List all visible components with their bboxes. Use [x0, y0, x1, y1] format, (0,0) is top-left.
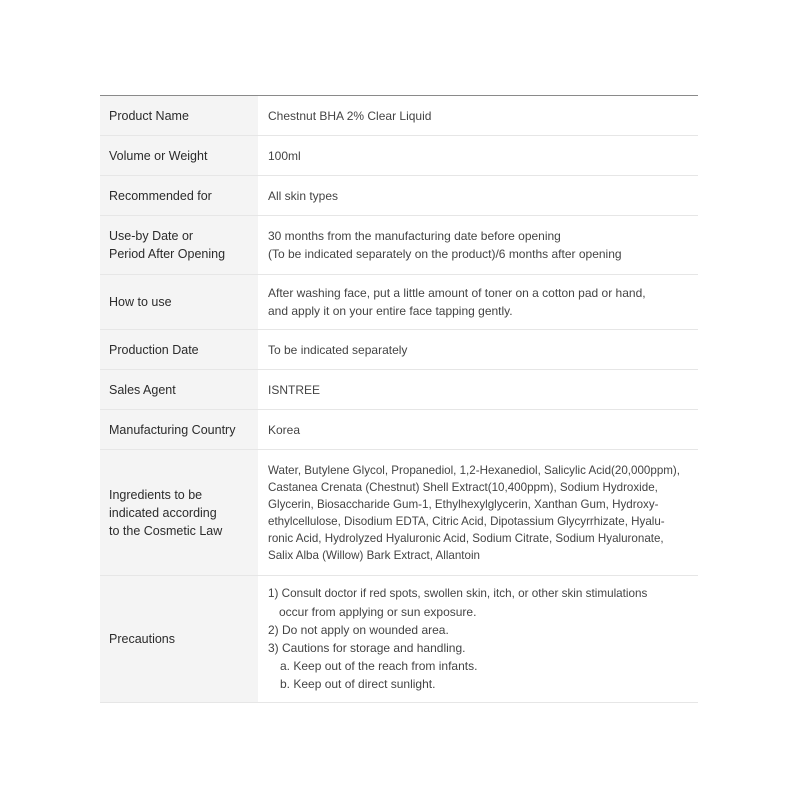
row-label-product-name: Product Name	[100, 96, 258, 135]
value-line: Water, Butylene Glycol, Propanediol, 1,2-Hexanediol, Salicylic Acid(20,000ppm),	[268, 463, 681, 477]
value-line: Chestnut BHA 2% Clear Liquid	[268, 108, 432, 123]
row-label-ingredients: Ingredients to be indicated according to the Cosmetic Law	[100, 450, 258, 575]
value-line: All skin types	[268, 188, 339, 203]
row-value-use-by-date	[258, 216, 698, 274]
value-line: (To be indicated separately on the product)/6 months after opening	[268, 247, 622, 261]
row-label-precautions: Precautions	[100, 576, 258, 702]
row-value-volume	[258, 136, 698, 175]
value-line: 3) Cautions for storage and handling.	[268, 641, 466, 655]
value-line: ISNTREE	[268, 382, 321, 397]
table-row	[100, 136, 698, 176]
value-line: 2) Do not apply on wounded area.	[268, 623, 449, 637]
table-row	[100, 410, 698, 450]
row-value-ingredients	[258, 450, 698, 575]
table-row	[100, 330, 698, 370]
value-line: Salix Alba (Willow) Bark Extract, Allantoin	[268, 548, 480, 562]
value-line: and apply it on your entire face tapping gently.	[268, 304, 513, 318]
row-value-production-date	[258, 330, 698, 369]
value-line: ethylcellulose, Disodium EDTA, Citric Acid, Dipotassium Glycyrrhizate, Hyalu-	[268, 514, 665, 528]
table-row	[100, 96, 698, 136]
table-row	[100, 450, 698, 576]
row-value-recommended-for	[258, 176, 698, 215]
table-row	[100, 275, 698, 330]
table-row	[100, 370, 698, 410]
value-line: ronic Acid, Hydrolyzed Hyaluronic Acid, Sodium Citrate, Sodium Hyaluronate,	[268, 531, 664, 545]
row-label-production-date: Production Date	[100, 330, 258, 369]
row-label-sales-agent: Sales Agent	[100, 370, 258, 409]
value-line: 100ml	[268, 148, 301, 163]
value-line: Castanea Crenata (Chestnut) Shell Extract(10,400ppm), Sodium Hydroxide,	[268, 480, 658, 494]
row-label-volume: Volume or Weight	[100, 136, 258, 175]
value-line: 1) Consult doctor if red spots, swollen skin, itch, or other skin stimulations	[268, 587, 648, 600]
row-label-how-to-use: How to use	[100, 275, 258, 329]
row-value-how-to-use	[258, 275, 698, 329]
value-line: b. Keep out of direct sunlight.	[280, 677, 436, 691]
row-value-sales-agent	[258, 370, 698, 409]
row-value-manufacturing-country	[258, 410, 698, 449]
table-row	[100, 576, 698, 703]
value-line: Glycerin, Biosaccharide Gum-1, Ethylhexylglycerin, Xanthan Gum, Hydroxy-	[268, 497, 659, 511]
row-label-recommended-for: Recommended for	[100, 176, 258, 215]
row-value-product-name	[258, 96, 698, 135]
value-line: 30 months from the manufacturing date before opening	[268, 229, 561, 243]
table-row	[100, 176, 698, 216]
value-line: a. Keep out of the reach from infants.	[280, 659, 478, 673]
value-line: To be indicated separately	[268, 342, 408, 357]
product-info-table	[100, 95, 698, 703]
table-row	[100, 216, 698, 275]
row-label-use-by-date: Use-by Date or Period After Opening	[100, 216, 258, 274]
row-value-precautions	[258, 576, 698, 702]
value-line: Korea	[268, 422, 301, 437]
value-line: After washing face, put a little amount of toner on a cotton pad or hand,	[268, 286, 646, 300]
row-label-manufacturing-country: Manufacturing Country	[100, 410, 258, 449]
value-line: occur from applying or sun exposure.	[279, 605, 477, 619]
